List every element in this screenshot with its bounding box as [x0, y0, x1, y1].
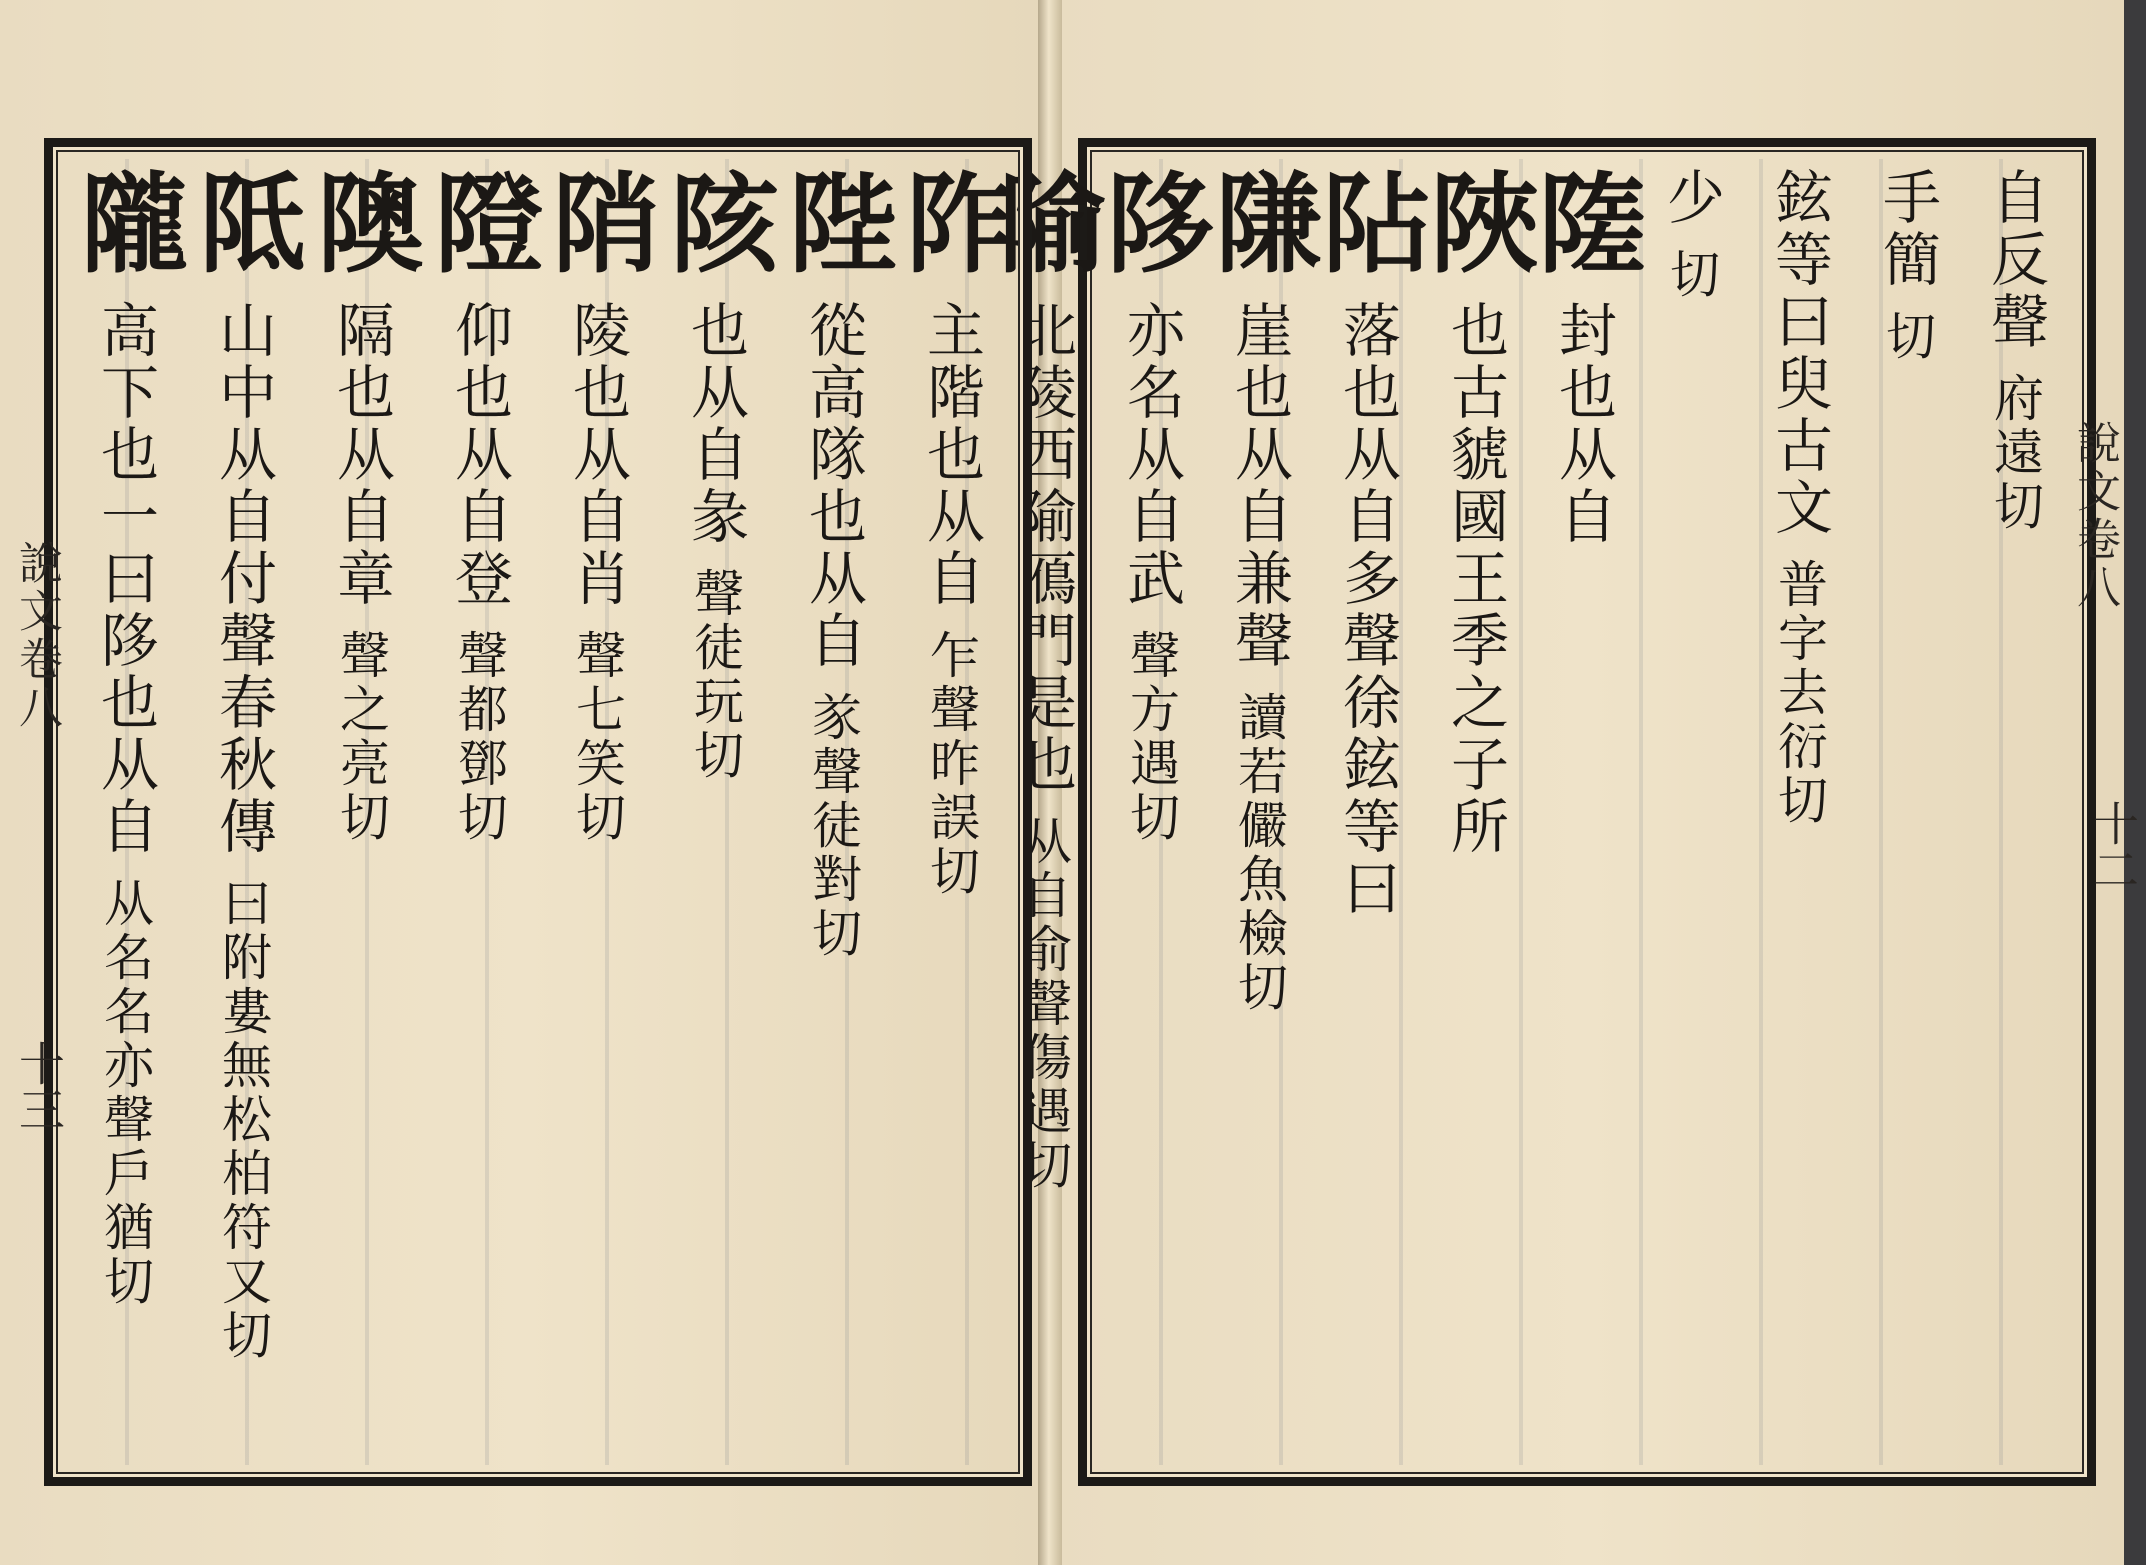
- text-column: [416, 167, 542, 1457]
- gloss: 陵也从自肖: [563, 300, 631, 610]
- seal-character: 隓: [1520, 167, 1646, 281]
- gloss: 也从自彖: [681, 300, 749, 548]
- text-column: [1961, 167, 2069, 1457]
- left-page-columns: [62, 167, 1014, 1457]
- text-column: [1520, 167, 1646, 1457]
- gloss: 讀若儼魚檢切: [1230, 691, 1288, 1015]
- text-column: [1745, 167, 1853, 1457]
- seal-character: 阺: [180, 167, 306, 281]
- gloss: 府遠切: [1986, 372, 2044, 534]
- gloss: 亦名从自武: [1117, 300, 1185, 610]
- gloss: 从名名亦聲戶猶切: [96, 877, 154, 1309]
- gloss: 隔也从自章: [327, 300, 395, 610]
- gloss: 聲方遇切: [1122, 629, 1180, 845]
- gloss: 主階也从自: [917, 300, 985, 610]
- right-fold-number: 十二: [2086, 800, 2140, 892]
- gloss: 少: [1657, 167, 1725, 229]
- gloss: 聲都鄧切: [450, 629, 508, 845]
- gloss: 聲徒玩切: [686, 567, 744, 783]
- seal-character: 隃: [980, 167, 1106, 281]
- text-column: [1304, 167, 1430, 1457]
- text-column: [1853, 167, 1961, 1457]
- text-column: [180, 167, 306, 1457]
- seal-character: 隥: [416, 167, 542, 281]
- text-column: [1088, 167, 1214, 1457]
- seal-character: 陛: [770, 167, 896, 281]
- seal-character: 陜: [1412, 167, 1538, 281]
- gloss: 㒸聲徒對切: [804, 691, 862, 961]
- text-column: [888, 167, 1014, 1457]
- gloss: 切: [1662, 248, 1720, 302]
- gloss: 崖也从自兼聲: [1225, 300, 1293, 672]
- text-column: [1196, 167, 1322, 1457]
- gloss: 普字去衍切: [1770, 558, 1828, 828]
- gloss: 從高隊也从自: [799, 300, 867, 672]
- gloss: 自反聲: [1981, 167, 2049, 353]
- left-margin-title: 說文卷八: [11, 540, 62, 732]
- seal-character: 阼: [888, 167, 1014, 281]
- left-page-frame: [44, 138, 1032, 1486]
- gloss: 也古䝞國王季之子所: [1441, 300, 1509, 858]
- text-column: [298, 167, 424, 1457]
- gloss: 手簡: [1873, 167, 1941, 291]
- gloss: 封也从自: [1549, 300, 1617, 548]
- gloss: 切: [1878, 310, 1936, 364]
- gloss: 落也从自多聲徐鉉等曰: [1333, 300, 1401, 920]
- gloss: 乍聲昨誤切: [922, 629, 980, 899]
- right-page-frame: [980, 138, 2096, 1486]
- seal-character: 陗: [534, 167, 660, 281]
- right-page-columns: [980, 167, 2069, 1457]
- gloss: 北陵西隃鴈門是也: [1009, 300, 1077, 796]
- gloss: 曰附婁無松柏符又切: [214, 877, 272, 1363]
- gloss: 仰也从自登: [445, 300, 513, 610]
- text-column: [62, 167, 188, 1457]
- gloss: 从自俞聲傷遇切: [1014, 815, 1072, 1193]
- text-column: [1637, 167, 1745, 1457]
- seal-character: 隩: [298, 167, 424, 281]
- seal-character: 阽: [1304, 167, 1430, 281]
- text-column: [534, 167, 660, 1457]
- seal-character: 陔: [652, 167, 778, 281]
- seal-character: 隒: [1196, 167, 1322, 281]
- seal-character: 陊: [1088, 167, 1214, 281]
- seal-character: 隴: [62, 167, 188, 281]
- right-margin-title: 說文卷八: [2069, 420, 2120, 612]
- gloss: 聲之亮切: [332, 629, 390, 845]
- text-column: [1412, 167, 1538, 1457]
- gloss: 山中从自付聲春秋傳: [209, 300, 277, 858]
- text-column: [652, 167, 778, 1457]
- text-column: [770, 167, 896, 1457]
- gloss: 聲七笑切: [568, 629, 626, 845]
- gloss: 高下也一曰陊也从自: [91, 300, 159, 858]
- left-fold-number: 十三: [12, 1040, 66, 1132]
- gloss: 鉉等曰臾古文: [1765, 167, 1833, 539]
